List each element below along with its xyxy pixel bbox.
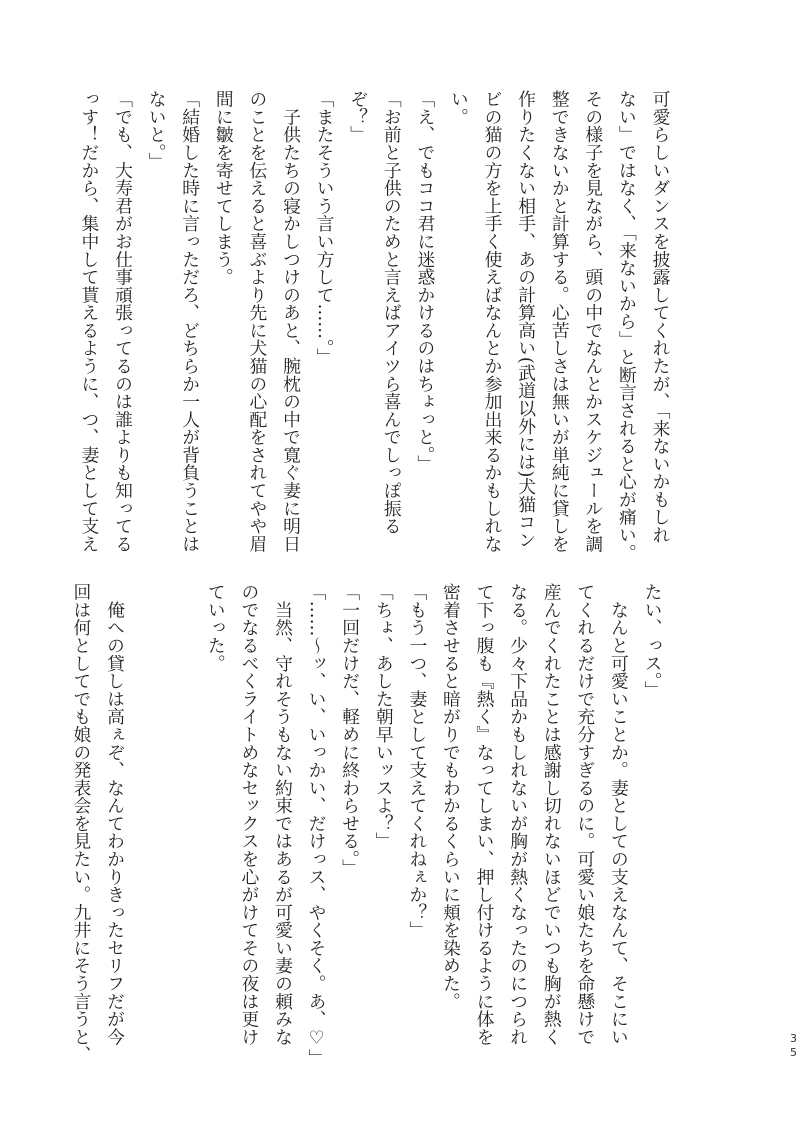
text-line: その様子を見ながら、頭の中でなんとかスケジュールを調 bbox=[582, 90, 604, 553]
text-line: ていった。 bbox=[205, 583, 227, 672]
text-line: 「結婚した時に言っただろ、どちらか一人が背負うことは bbox=[179, 90, 201, 553]
text-line: 「……～ッ、い、いっかい、だけっス、やくそく。あ、♡」 bbox=[306, 583, 328, 1067]
text-line: 産んでくれたことは感謝し切れないほどでいつも胸が熱く bbox=[541, 583, 563, 1046]
text-line: なる。少々下品かもしれないが胸が熱くなったのにつられ bbox=[507, 583, 529, 1046]
text-block-bottom bbox=[64, 583, 669, 1067]
text-line: 「ちょ、あした朝早いッスよ？」 bbox=[373, 583, 395, 850]
text-line: 密着させると暗がりでもわかるくらいに頬を染めた。 bbox=[440, 583, 462, 1010]
text-line: て下っ腹も『熱く』なってしまい、押し付けるように体を bbox=[474, 583, 496, 1046]
text-block-top bbox=[72, 90, 677, 562]
text-line: 回は何としてでも娘の発表会を見たい。九井にそう言うと、 bbox=[70, 583, 92, 1064]
text-line: 可愛らしいダンスを披露してくれたが、「来ないかもしれ bbox=[650, 90, 671, 544]
text-line: ぞ？」 bbox=[347, 90, 369, 144]
text-line: 「お前と子供のためと言えばアイツら喜んでしっぽ振る bbox=[381, 90, 403, 535]
text-line: てくれるだけで充分すぎるのに。可愛い娘たちを命懸けで bbox=[574, 583, 596, 1046]
section-break bbox=[165, 583, 199, 1033]
text-line: なんと可愛いことか。妻としての支えなんて、そこにい bbox=[608, 583, 630, 1046]
text-line: い。 bbox=[448, 90, 470, 126]
text-line: 作りたくない相手、あの計算高い(武道以外には)犬猫コン bbox=[515, 90, 537, 549]
text-line: 間に皺を寄せてしまう。 bbox=[213, 90, 235, 286]
text-line: 「もう一つ、妻として支えてくれねぇか？」 bbox=[406, 583, 428, 939]
text-line: のでなるべくライトめなセックスを心がけてその夜は更け bbox=[238, 583, 260, 1046]
text-line: 「一回だけだ、軽めに終わらせる。」 bbox=[339, 583, 361, 877]
text-line: 子供たちの寝かしつけのあと、腕枕の中で寛ぐ妻に明日 bbox=[280, 90, 302, 553]
text-line: 「またそういう言い方して……。」 bbox=[314, 90, 336, 366]
text-line: 「え、でもココ君に迷惑かけるのはちょっと。」 bbox=[414, 90, 436, 473]
page-number: 35 bbox=[787, 1032, 800, 1060]
section-break bbox=[132, 583, 166, 1033]
text-line: 当然、守れそうもない約束ではあるが可愛い妻の頼みな bbox=[272, 583, 294, 1046]
text-line: ないと。」 bbox=[146, 90, 168, 171]
text-line: っす！だから、集中して貰えるように、つ、妻として支え bbox=[78, 90, 100, 553]
text-line: 俺への貸しは高ぇぞ、なんてわかりきったセリフだが今 bbox=[104, 583, 126, 1046]
text-line: ない」ではなく、「来ないから」と断言されると心が痛い。 bbox=[616, 90, 638, 562]
text-line: 「でも、大寿君がお仕事頑張ってるのは誰よりも知ってる bbox=[112, 90, 134, 553]
text-line: ビの猫の方を上手く使えばなんとか参加出来るかもしれな bbox=[482, 90, 504, 553]
text-line: 整できないかと計算する。心苦しさは無いが単純に貸しを bbox=[549, 90, 571, 553]
text-line: たい、っス。」 bbox=[642, 583, 663, 699]
text-line: のことを伝えると喜ぶより先に犬猫の心配をされてやや眉 bbox=[246, 90, 268, 553]
